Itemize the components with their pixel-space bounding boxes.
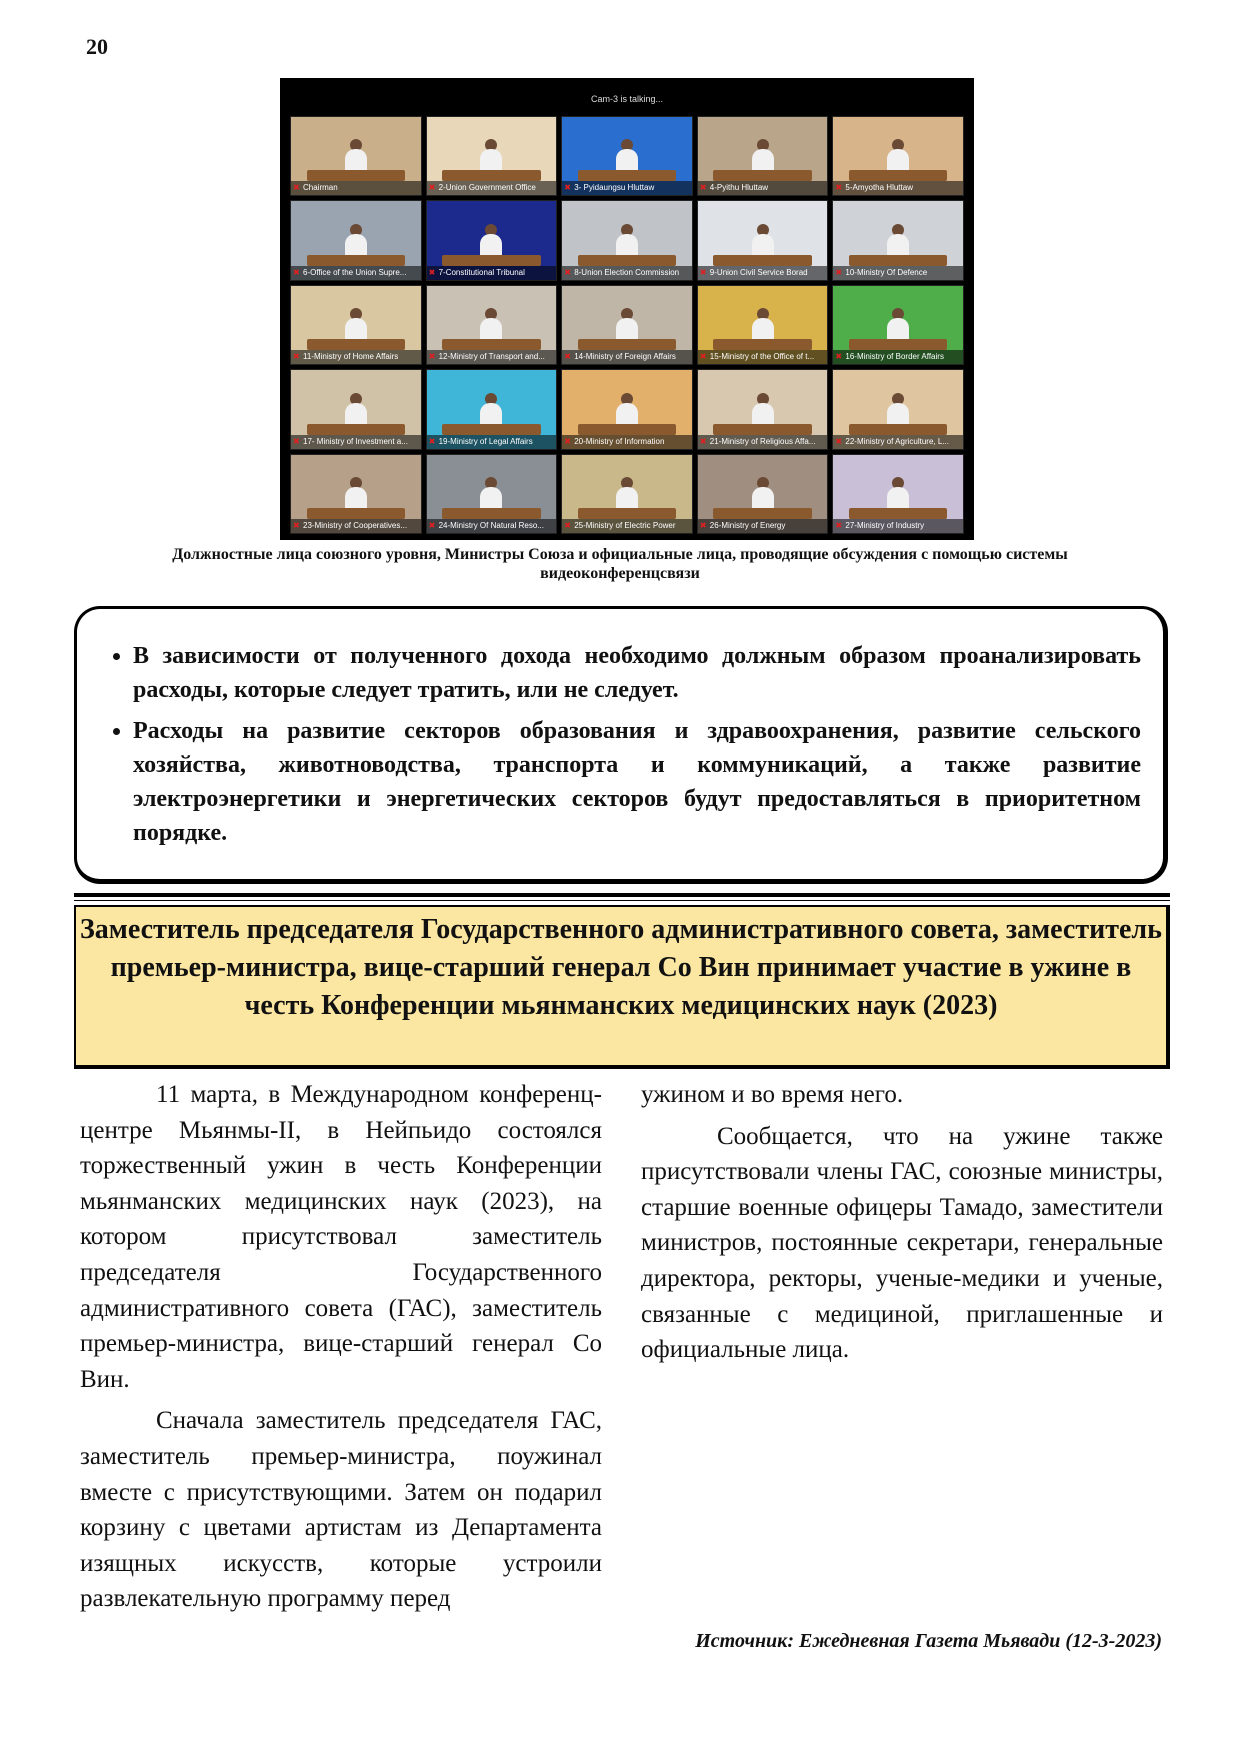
video-tile [290,200,422,280]
desk [849,424,948,435]
desk [849,508,948,519]
video-tile-label: ✖ 9-Union Civil Service Borad [698,266,828,280]
desk [578,170,677,181]
desk [849,255,948,266]
video-tile-label: ✖ 15-Ministry of the Office of t... [698,350,828,364]
video-tile [290,285,422,365]
video-tile [561,116,693,196]
video-tile [426,285,558,365]
photo-caption: Должностные лица союзного уровня, Министры Союза и официальные лица, проводящие обсуждения с помощью системы видеоконференцсвязи [172,546,1068,582]
video-tile-label: ✖ 22-Ministry of Agriculture, L... [833,435,963,449]
video-tile [832,369,964,449]
desk [442,255,541,266]
desk [578,424,677,435]
video-tile [426,369,558,449]
article-paragraph: Сначала заместитель председателя ГАС, заместитель премьер-министра, поужинал вместе с присутствующими. Затем он подарил корзину с цветами артистам из Департамента изящных искусств, которые устроили развлекательную программу перед [80,1407,602,1613]
video-tile-label: ✖ 5-Amyotha Hluttaw [833,181,963,195]
video-tile [832,116,964,196]
section-divider-thin [74,900,1170,901]
video-tile [426,116,558,196]
video-tile-label: ✖ 2-Union Government Office [427,181,557,195]
desk [442,424,541,435]
video-tile [426,200,558,280]
video-tile-label: ✖ 12-Ministry of Transport and... [427,350,557,364]
video-tile [697,369,829,449]
article-headline: Заместитель председателя Государственного административного совета, заместитель премьер-министра, вице-старший генерал Со Вин принимает участие в ужине в честь Конференции мьянманских медицинских наук (2023) [74,905,1170,1069]
video-tile-label: ✖ 24-Ministry Of Natural Reso... [427,519,557,533]
article-column-right [641,1077,1163,1374]
video-tile-label: ✖ 16-Ministry of Border Affairs [833,350,963,364]
video-tile [561,200,693,280]
video-tile-label: ✖ 21-Ministry of Religious Affa... [698,435,828,449]
article-paragraph: ужином и во время него. [641,1081,904,1108]
key-points-box [74,606,1168,884]
desk [307,339,406,350]
video-tile [832,454,964,534]
desk [307,255,406,266]
desk [442,508,541,519]
article-paragraph: Сообщается, что на ужине также присутствовали члены ГАС, союзные министры, старшие военные офицеры Тамадо, заместители министров, постоянные секретари, генеральные директора, ректоры, ученые-медики и ученые, связанные с медициной, приглашенные и официальные лица. [641,1122,1163,1364]
video-tile-label: ✖ 10-Ministry Of Defence [833,266,963,280]
desk [578,255,677,266]
video-tile-label: ✖ 6-Office of the Union Supre... [291,266,421,280]
video-tile-label: ✖ 7-Constitutional Tribunal [427,266,557,280]
video-tile [290,116,422,196]
video-tile-label: ✖ 19-Ministry of Legal Affairs [427,435,557,449]
video-tile [561,454,693,534]
video-conference-photo [280,78,974,540]
video-tile-label: ✖ 3- Pyidaungsu Hluttaw [562,181,692,195]
source-credit: Источник: Ежедневная Газета Мьявади (12-3-2023) [695,1630,1162,1652]
video-tile [561,369,693,449]
desk [849,339,948,350]
section-divider [74,893,1170,897]
desk [713,339,812,350]
video-tile-label: ✖ 23-Ministry of Cooperatives... [291,519,421,533]
video-tile [697,200,829,280]
desk [307,424,406,435]
desk [713,170,812,181]
desk [578,508,677,519]
video-tile-label: ✖ 14-Ministry of Foreign Affairs [562,350,692,364]
video-tile [561,285,693,365]
video-tile [426,454,558,534]
video-tile-label: ✖ 20-Ministry of Information [562,435,692,449]
desk [713,255,812,266]
desk [307,508,406,519]
video-tile-label: ✖ 26-Ministry of Energy [698,519,828,533]
video-tile-label: ✖ 25-Ministry of Electric Power [562,519,692,533]
video-tile-grid [286,112,968,534]
video-tile [697,116,829,196]
key-point-item: • В зависимости от полученного дохода необходимо должным образом проанализировать расходы, которые следует тратить, или не следует. [133,639,1141,707]
video-tile-label: ✖ 8-Union Election Commission [562,266,692,280]
video-tile-label: ✖ 27-Ministry of Industry [833,519,963,533]
page-number: 20 [86,34,108,59]
video-tile-label: ✖ 4-Pyithu Hluttaw [698,181,828,195]
desk [307,170,406,181]
key-point-item: • Расходы на развитие секторов образования и здравоохранения, развитие сельского хозяйства, животноводства, транспорта и коммуникаций, а также развитие электроэнергетики и энергетических секторов будут предоставляться в приоритетном порядке. [133,714,1141,850]
video-tile [832,200,964,280]
video-tile [832,285,964,365]
article-column-left [80,1077,602,1623]
video-tile [697,285,829,365]
desk [442,170,541,181]
desk [578,339,677,350]
article-paragraph: 11 марта, в Международном конференц-центре Мьянмы-II, в Нейпьидо состоялся торжественный ужин в честь Конференции мьянманских медицинских наук (2023), на котором присутствовал заместитель председателя Государственного административного совета (ГАС), заместитель премьер-министра, вице-старший генерал Со Вин. [80,1081,602,1393]
desk [713,508,812,519]
key-points-list [99,639,1141,850]
desk [713,424,812,435]
photo-top-label: Cam-3 is talking... [590,94,664,104]
video-tile [290,454,422,534]
video-tile-label: ✖ 17- Ministry of Investment a... [291,435,421,449]
video-tile [697,454,829,534]
video-tile-label: ✖ Chairman [291,181,421,195]
video-tile-label: ✖ 11-Ministry of Home Affairs [291,350,421,364]
video-tile [290,369,422,449]
desk [442,339,541,350]
desk [849,170,948,181]
